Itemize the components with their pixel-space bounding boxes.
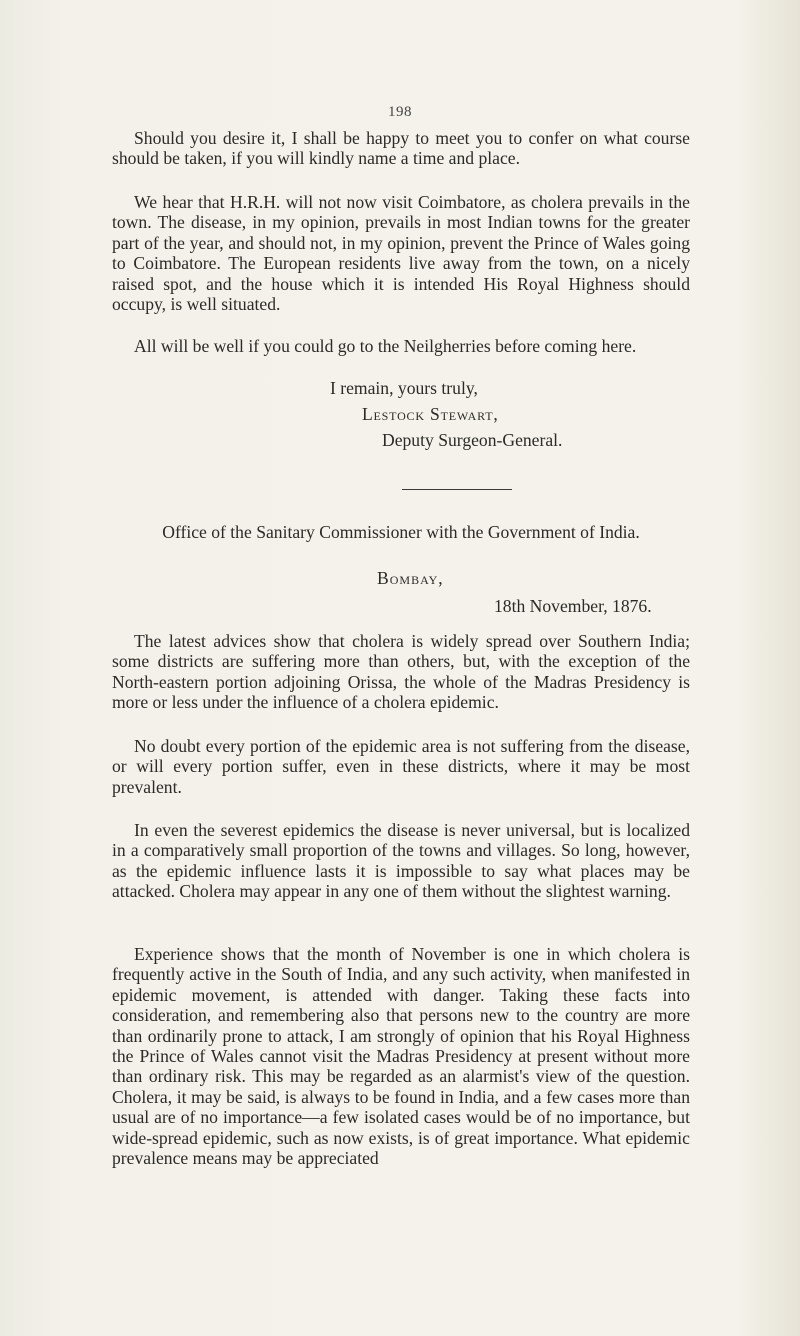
- office-heading: Office of the Sanitary Commissioner with the Government of India.: [162, 522, 640, 542]
- signature-title: Deputy Surgeon-General.: [382, 430, 563, 450]
- paragraph-coimbatore: We hear that H.R.H. will not now visit Coimbatore, as cholera prevails in the town. The disease, in my opinion, prevails in most Indian towns for the greater part of the year, and should not, in my opinion, prevent the Prince of Wales going to Coimbatore. The European residents live away from the town, on a nicely raised spot, and the house which it is intended His Royal Highness should occupy, is well situated.: [112, 192, 690, 315]
- paragraph-experience: Experience shows that the month of November is one in which cholera is frequently active in the South of India, and any such activity, when manifested in epidemic movement, is attended with danger. Taking these facts into consideration, and remembering also that persons new to the country are more than ordinarily prone to attack, I am strongly of opinion that his Royal Highness the Prince of Wales cannot visit the Madras Presidency at present without more than ordinary risk. This may be regarded as an alarmist's view of the question. Cholera, it may be said, is always to be found in India, and a few cases more than usual are of no importance—a few isolated cases would be of no importance, but wide-spread epidemic, such as now exists, is of great importance. What epidemic prevalence means may be appreciated: [112, 944, 690, 1169]
- paragraph-no-doubt: No doubt every portion of the epidemic area is not suffering from the disease, or will every portion suffer, even in these districts, where it may be most prevalent.: [112, 736, 690, 797]
- signature-name: Lestock Stewart,: [362, 404, 499, 424]
- letter-place: Bombay,: [377, 568, 444, 588]
- paragraph-confer: Should you desire it, I shall be happy to meet you to confer on what course should be taken, if you will kindly name a time and place.: [112, 128, 690, 169]
- letter-date: 18th November, 1876.: [494, 596, 652, 616]
- paragraph-latest-advices: The latest advices show that cholera is widely spread over Southern India; some districts are suffering more than others, but, with the exception of the North-eastern portion adjoining Orissa, the whole of the Madras Presidency is more or less under the influence of a cholera epidemic.: [112, 631, 690, 713]
- paragraph-severest-epidemics: In even the severest epidemics the disease is never universal, but is localized in a comparatively small proportion of the towns and villages. So long, however, as the epidemic influence lasts it is impossible to say what places may be attacked. Cholera may appear in any one of them without the slightest warning.: [112, 820, 690, 902]
- section-divider: [402, 489, 512, 490]
- paragraph-neilgherries: All will be well if you could go to the Neilgherries before coming here.: [134, 336, 637, 356]
- page-number: 198: [388, 104, 412, 120]
- letter-closing: I remain, yours truly,: [330, 378, 478, 398]
